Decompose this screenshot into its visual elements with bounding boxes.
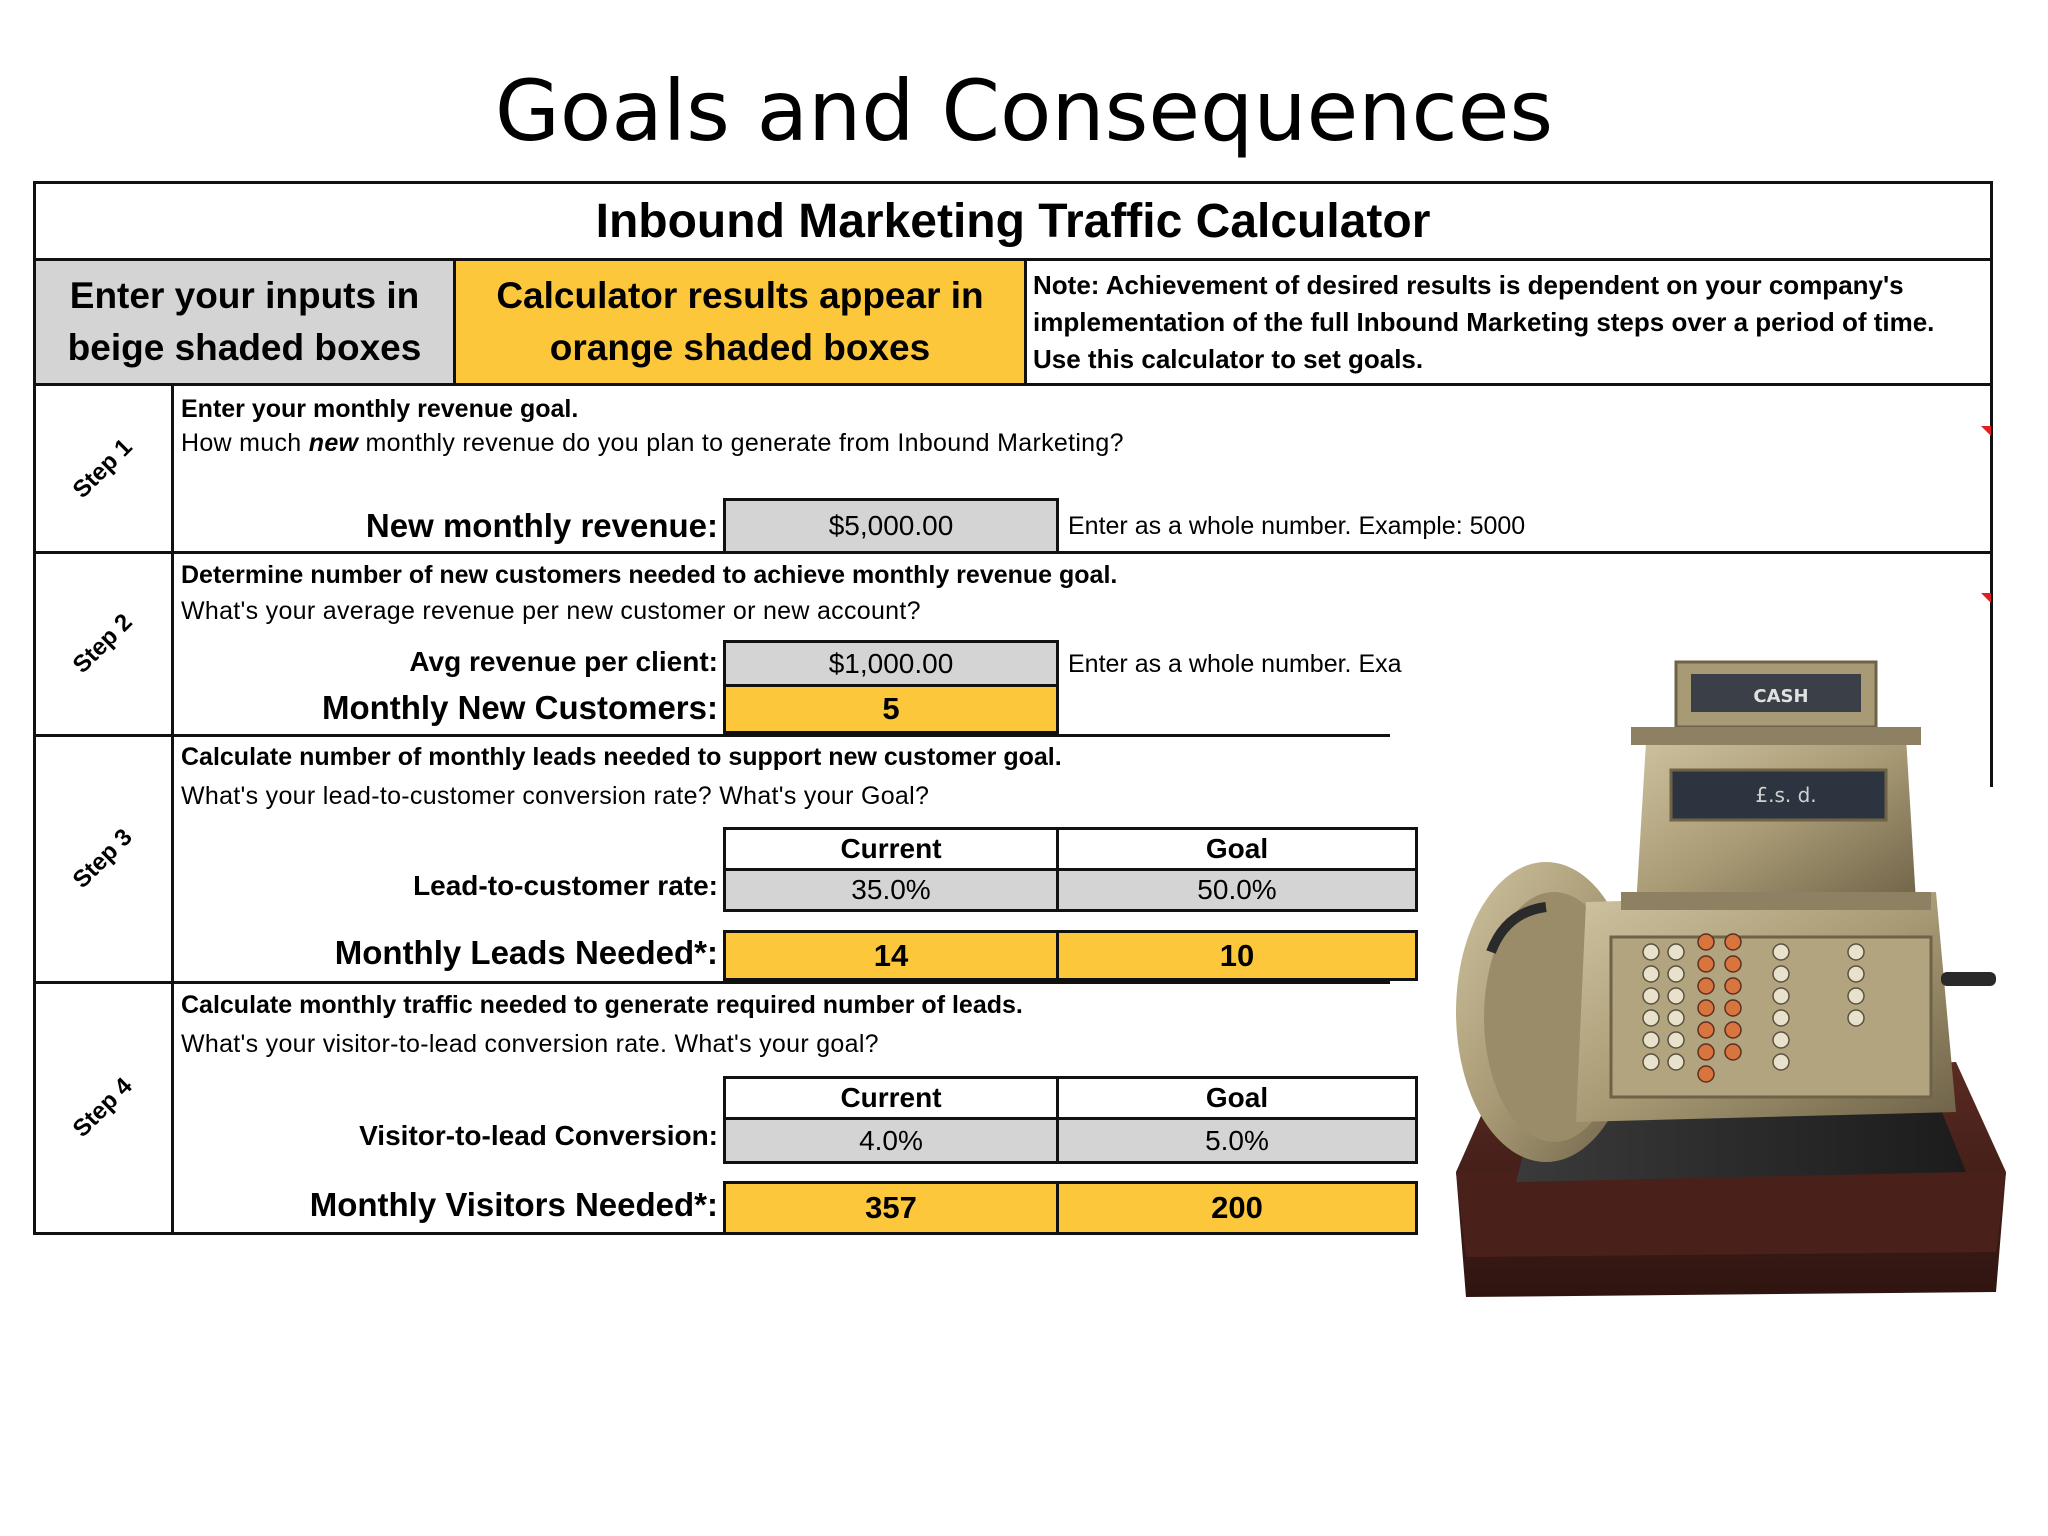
inputs-legend-text: Enter your inputs in beige shaded boxes bbox=[67, 275, 422, 368]
results-legend-text: Calculator results appear in orange shaded boxes bbox=[496, 275, 984, 368]
step3-col-goal: Goal bbox=[1056, 827, 1418, 871]
step4-label: Step 4 bbox=[68, 1072, 139, 1143]
comment-marker bbox=[1981, 593, 1991, 603]
step1-heading: Enter your monthly revenue goal. bbox=[181, 395, 579, 423]
calculator-title: Inbound Marketing Traffic Calculator bbox=[33, 181, 1993, 261]
avg-revenue-input[interactable]: $1,000.00 bbox=[723, 640, 1059, 687]
register-top bbox=[1636, 737, 1916, 907]
lead-rate-label: Lead-to-customer rate: bbox=[413, 870, 718, 901]
visitors-needed-goal: 200 bbox=[1056, 1181, 1418, 1235]
step1-question-post: monthly revenue do you plan to generate from Inbound Marketing? bbox=[358, 429, 1124, 457]
comment-marker bbox=[1981, 426, 1991, 436]
step2-label: Step 2 bbox=[68, 608, 139, 679]
step2-question: What's your average revenue per new customer or new account? bbox=[181, 597, 921, 625]
cash-register-image bbox=[1436, 652, 2006, 1312]
new-customers-label: Monthly New Customers: bbox=[321, 689, 718, 726]
step1-label: Step 1 bbox=[68, 433, 139, 504]
step4-col-goal: Goal bbox=[1056, 1076, 1418, 1120]
step3-question: What's your lead-to-customer conversion rate? What's your Goal? bbox=[181, 782, 930, 810]
step2-bottom-line bbox=[33, 734, 1390, 737]
visitors-needed-label: Monthly Visitors Needed*: bbox=[309, 1186, 718, 1223]
step2-heading: Determine number of new customers needed to achieve monthly revenue goal. bbox=[181, 561, 1118, 589]
step-column-divider bbox=[171, 383, 174, 1235]
register-cash-sign: CASH bbox=[1753, 686, 1809, 707]
step3-col-current: Current bbox=[723, 827, 1059, 871]
results-legend-box bbox=[453, 258, 1027, 386]
step1-question bbox=[181, 429, 1124, 458]
step1-label-cell bbox=[36, 386, 171, 551]
disclaimer-note: Note: Achievement of desired results is dependent on your company's implementation of the full Inbound Marketing steps over a period of time. Use this calculator to set goals. bbox=[1024, 258, 1993, 386]
step3-label-cell bbox=[36, 737, 171, 981]
inputs-legend-box bbox=[33, 258, 456, 386]
visitor-rate-current-input[interactable]: 4.0% bbox=[723, 1117, 1059, 1164]
step4-col-current: Current bbox=[723, 1076, 1059, 1120]
new-revenue-input[interactable]: $5,000.00 bbox=[723, 498, 1059, 554]
step2-label-cell bbox=[36, 554, 171, 734]
step4-heading: Calculate monthly traffic needed to generate required number of leads. bbox=[181, 991, 1023, 1019]
new-revenue-hint: Enter as a whole number. Example: 5000 bbox=[1068, 512, 1526, 540]
step1-question-emphasis: new bbox=[308, 429, 359, 457]
visitors-needed-current: 357 bbox=[723, 1181, 1059, 1235]
visitor-rate-label: Visitor-to-lead Conversion: bbox=[359, 1120, 718, 1151]
new-revenue-label: New monthly revenue: bbox=[365, 507, 718, 544]
new-customers-result: 5 bbox=[723, 684, 1059, 734]
step3-bottom-line bbox=[33, 981, 1390, 984]
step4-label-cell bbox=[36, 984, 171, 1232]
lead-rate-current-input[interactable]: 35.0% bbox=[723, 868, 1059, 912]
leads-needed-label: Monthly Leads Needed*: bbox=[334, 934, 718, 971]
step1-question-pre: How much bbox=[181, 429, 309, 457]
lead-rate-goal-input[interactable]: 50.0% bbox=[1056, 868, 1418, 912]
step4-question: What's your visitor-to-lead conversion rate. What's your goal? bbox=[181, 1030, 879, 1058]
visitor-rate-goal-input[interactable]: 5.0% bbox=[1056, 1117, 1418, 1164]
leads-needed-current: 14 bbox=[723, 930, 1059, 981]
leads-needed-goal: 10 bbox=[1056, 930, 1418, 981]
slide-title: Goals and Consequences bbox=[494, 62, 1554, 160]
register-crank bbox=[1941, 972, 1996, 986]
avg-revenue-hint: Enter as a whole number. Exa bbox=[1068, 650, 1402, 678]
step3-label: Step 3 bbox=[68, 823, 139, 894]
avg-revenue-label: Avg revenue per client: bbox=[409, 646, 718, 677]
register-currency-sign: £.s. d. bbox=[1755, 783, 1817, 807]
step3-heading: Calculate number of monthly leads needed to support new customer goal. bbox=[181, 743, 1062, 771]
